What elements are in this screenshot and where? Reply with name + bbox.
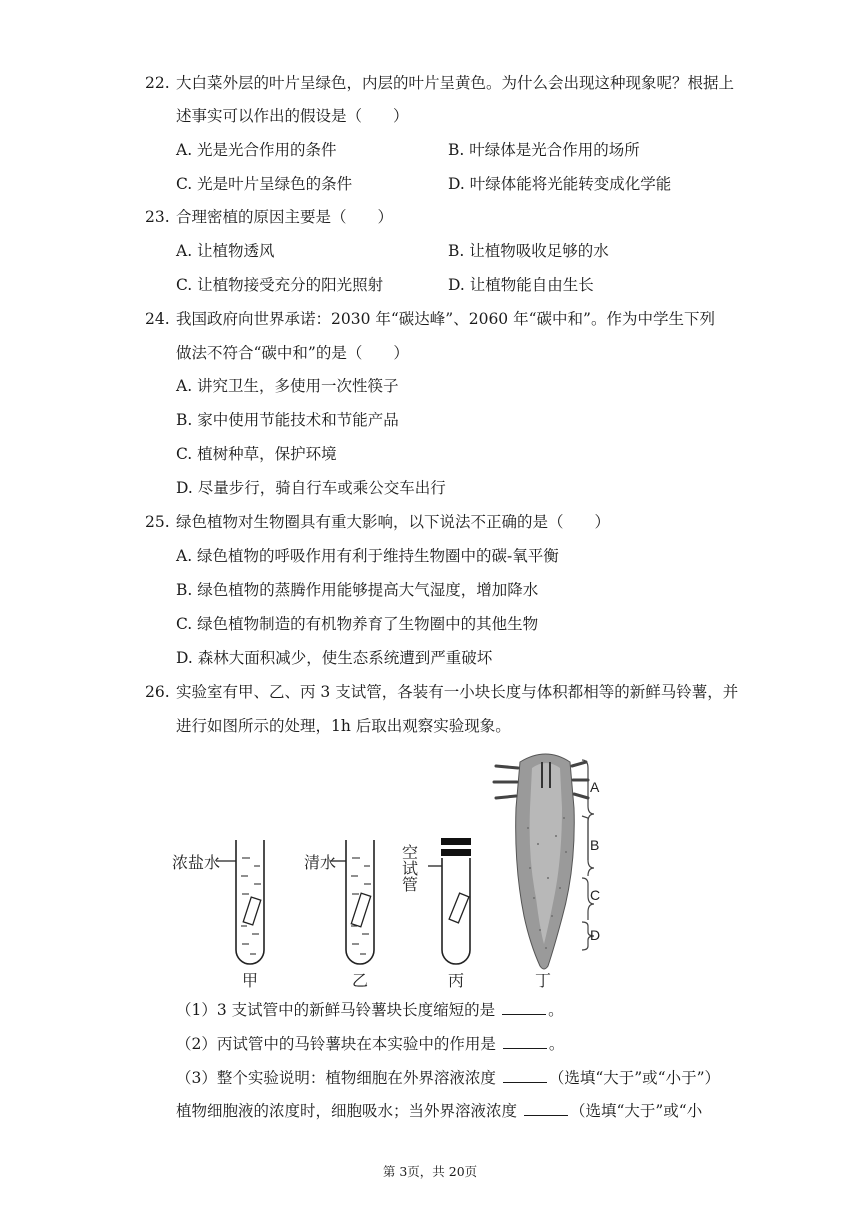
question-26-stem-line2: 进行如图所示的处理，1h 后取出观察实验现象。 bbox=[176, 717, 511, 735]
answer-blank[interactable] bbox=[524, 1100, 568, 1116]
answer-blank[interactable] bbox=[503, 1033, 547, 1049]
question-26-sub3-line1 bbox=[176, 1067, 720, 1088]
question-25-option-b: B. 绿色植物的蒸腾作用能够提高大气湿度，增加降水 bbox=[176, 581, 539, 599]
question-24-option-a: A. 讲究卫生，多使用一次性筷子 bbox=[176, 377, 399, 395]
question-26-sub3-choice: （选填“大于”或“小于”） bbox=[548, 1069, 721, 1087]
root-tip-name: 丁 bbox=[535, 973, 552, 990]
question-24-option-c: C. 植树种草，保护环境 bbox=[176, 445, 337, 463]
question-26-sub1 bbox=[176, 999, 564, 1020]
answer-blank[interactable] bbox=[503, 1067, 547, 1083]
question-25-stem: 绿色植物对生物圈具有重大影响，以下说法不正确的是（ ） bbox=[176, 513, 611, 531]
question-26-stem-line1: 实验室有甲、乙、丙 3 支试管，各装有一小块长度与体积都相等的新鲜马铃薯，并 bbox=[176, 683, 739, 701]
question-26-sub3-line2 bbox=[176, 1100, 702, 1121]
question-number-22: 22. bbox=[145, 74, 170, 92]
question-number-26: 26. bbox=[145, 683, 170, 701]
tube-yi-label: 清水 bbox=[304, 855, 337, 872]
question-24-stem-line1: 我国政府向世界承诺：2030 年“碳达峰”、2060 年“碳中和”。作为中学生下列 bbox=[176, 310, 715, 328]
question-22-stem-line2: 述事实可以作出的假设是（ ） bbox=[176, 107, 409, 125]
question-25-option-a: A. 绿色植物的呼吸作用有利于维持生物圈中的碳-氧平衡 bbox=[176, 547, 559, 565]
question-23-stem: 合理密植的原因主要是（ ） bbox=[176, 208, 394, 226]
tube-bing-name: 丙 bbox=[448, 973, 465, 990]
question-23-option-a: A. 让植物透风 bbox=[176, 242, 275, 260]
question-24-option-d: D. 尽量步行，骑自行车或乘公交车出行 bbox=[176, 479, 446, 497]
question-24-stem-line2: 做法不符合“碳中和”的是（ ） bbox=[176, 344, 409, 362]
question-26-sub2-end: 。 bbox=[548, 1035, 565, 1053]
page-footer: 第 3页，共 20页 bbox=[382, 1164, 478, 1179]
tube-yi-name: 乙 bbox=[352, 973, 369, 990]
question-26-sub3-text: （3）整个实验说明：植物细胞在外界溶液浓度 bbox=[176, 1069, 496, 1087]
question-number-24: 24. bbox=[145, 310, 170, 328]
tube-jia bbox=[172, 840, 264, 990]
experiment-figure bbox=[170, 748, 640, 990]
question-number-25: 25. bbox=[145, 513, 170, 531]
question-23-option-d: D. 让植物能自由生长 bbox=[448, 276, 594, 294]
root-zone-c: C bbox=[590, 887, 601, 903]
tube-bing bbox=[400, 838, 472, 990]
question-24-option-b: B. 家中使用节能技术和节能产品 bbox=[176, 411, 399, 429]
question-number-23: 23. bbox=[145, 208, 170, 226]
tube-jia-label: 浓盐水 bbox=[172, 855, 221, 872]
root-tip-diagram bbox=[494, 754, 600, 990]
question-26-sub3b-text: 植物细胞液的浓度时，细胞吸水；当外界溶液浓度 bbox=[176, 1102, 518, 1120]
tube-yi bbox=[304, 840, 374, 990]
question-22-option-d: D. 叶绿体能将光能转变成化学能 bbox=[448, 175, 672, 193]
question-22-option-b: B. 叶绿体是光合作用的场所 bbox=[448, 141, 640, 159]
question-26-sub1-end: 。 bbox=[548, 1001, 564, 1019]
question-25-option-c: C. 绿色植物制造的有机物养育了生物圈中的其他生物 bbox=[176, 615, 539, 633]
question-23-option-c: C. 让植物接受充分的阳光照射 bbox=[176, 276, 384, 294]
question-26-sub2-text: （2）丙试管中的马铃薯块在本实验中的作用是 bbox=[176, 1035, 496, 1053]
question-26-sub1-text: （1）3 支试管中的新鲜马铃薯块长度缩短的是 bbox=[176, 1001, 496, 1019]
question-22-option-c: C. 光是叶片呈绿色的条件 bbox=[176, 175, 353, 193]
tube-jia-name: 甲 bbox=[242, 973, 259, 990]
question-26-sub2 bbox=[176, 1033, 564, 1054]
question-26-sub3b-choice: （选填“大于”或“小 bbox=[569, 1102, 703, 1120]
answer-blank[interactable] bbox=[502, 999, 546, 1015]
question-23-option-b: B. 让植物吸收足够的水 bbox=[448, 242, 609, 260]
question-22-option-a: A. 光是光合作用的条件 bbox=[176, 141, 337, 159]
tube-bing-label: 空试管 bbox=[399, 844, 417, 892]
root-zone-b: B bbox=[590, 837, 600, 853]
question-25-option-d: D. 森林大面积减少，使生态系统遭到严重破坏 bbox=[176, 649, 493, 667]
root-zone-a: A bbox=[590, 779, 600, 795]
question-22-stem-line1: 大白菜外层的叶片呈绿色，内层的叶片呈黄色。为什么会出现这种现象呢？根据上 bbox=[176, 74, 735, 92]
root-zone-d: D bbox=[590, 927, 601, 943]
